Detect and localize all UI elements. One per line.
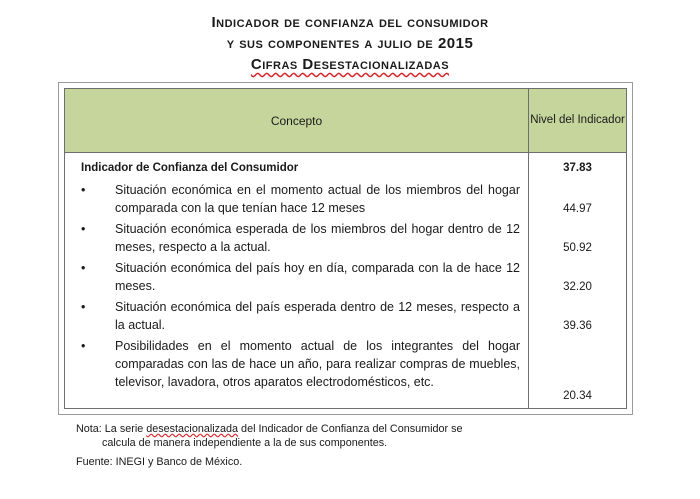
row-text: Situación económica en el momento actual de los miembros del hogar comparada con la que tenían hace 12 meses xyxy=(115,183,520,215)
note-rest: del Indicador de Confianza del Consumidor se xyxy=(238,423,463,435)
bullet: • xyxy=(81,222,86,236)
row-value: 39.36 xyxy=(563,320,592,332)
bullet: • xyxy=(81,183,86,197)
row-value: 44.97 xyxy=(563,203,592,215)
main-indicator-label: Indicador de Confianza del Consumidor xyxy=(81,162,299,174)
bullet: • xyxy=(81,261,86,275)
note-highlight: desestacionalizada xyxy=(146,423,239,435)
title-line-1: Indicador de confianza del consumidor xyxy=(211,14,489,31)
row-value: 50.92 xyxy=(563,242,592,254)
document-title xyxy=(60,12,640,75)
header-nivel: Nivel del Indicador xyxy=(530,114,625,126)
row-text: Situación económica del país hoy en día, comparada con la de hace 12 meses. xyxy=(115,261,520,293)
bullet: • xyxy=(81,339,86,353)
table-header xyxy=(64,88,627,153)
table-body xyxy=(64,153,627,409)
indicator-table xyxy=(58,82,633,415)
table-note xyxy=(76,422,616,450)
note-prefix: Nota: La serie xyxy=(76,423,147,435)
note-line-2: calcula de manera independiente a la de sus componentes. xyxy=(102,437,388,449)
row-text: Situación económica esperada de los miembros del hogar dentro de 12 meses, respecto a la actual. xyxy=(115,222,520,254)
row-text: Posibilidades en el momento actual de los integrantes del hogar comparadas con las de hace un año, para realizar compras de muebles, televisor, lavadora, otros aparatos electrodomésticos, etc. xyxy=(115,339,520,389)
bullet: • xyxy=(81,300,86,314)
row-value: 32.20 xyxy=(563,281,592,293)
source-citation: Fuente: INEGI y Banco de México. xyxy=(76,456,243,468)
row-text: Situación económica del país esperada dentro de 12 meses, respecto a la actual. xyxy=(115,300,520,332)
row-value: 20.34 xyxy=(563,390,592,402)
main-indicator-value: 37.83 xyxy=(563,162,592,174)
title-line-2: y sus componentes a julio de 2015 xyxy=(226,35,474,52)
header-concepto: Concepto xyxy=(65,89,529,152)
title-line-3: Cifras Desestacionalizadas xyxy=(250,56,450,73)
